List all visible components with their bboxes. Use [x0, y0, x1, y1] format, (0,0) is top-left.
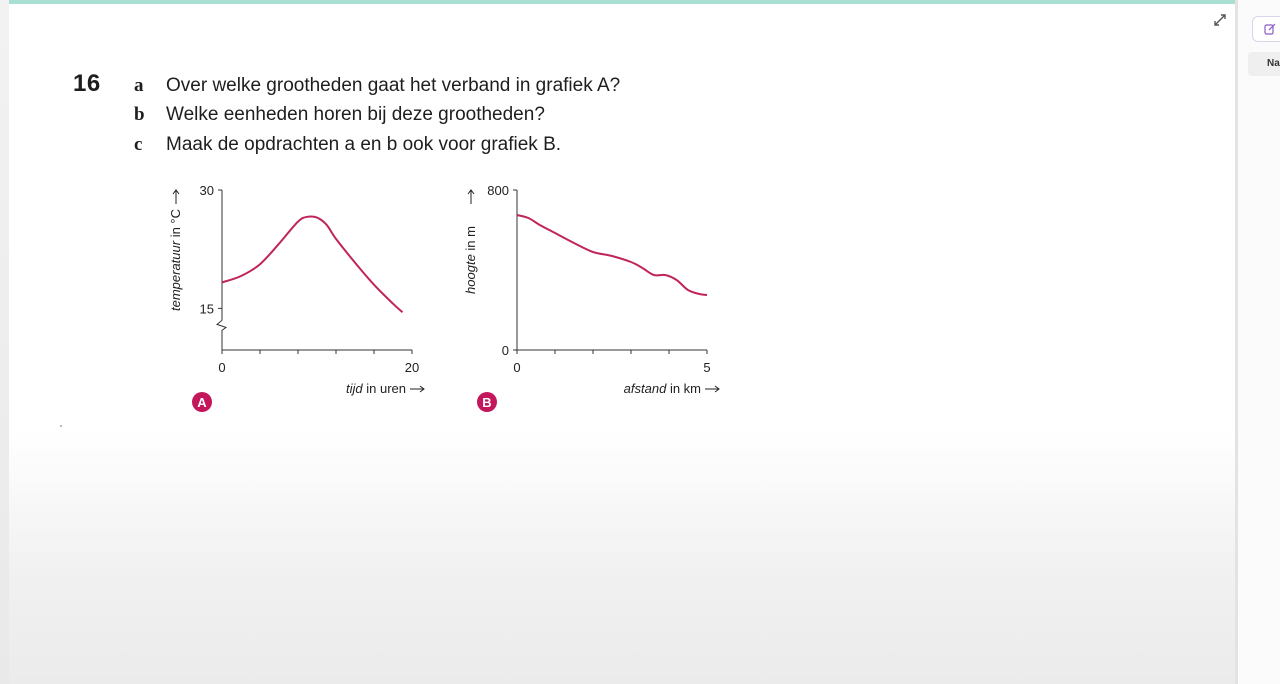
part-text: Maak de opdrachten a en b ook voor grafiek B. [166, 134, 562, 155]
left-window-edge [0, 0, 9, 684]
chart-a-axis-break [217, 320, 226, 350]
side-panel-chip[interactable]: Na [1248, 52, 1280, 76]
chart-b-x-axis-label: afstand in km [623, 381, 701, 396]
chart-a-y-axis-arrow [173, 190, 179, 204]
chart-b-x-axis-arrow [705, 386, 719, 392]
video-bottom-shade [9, 430, 1235, 684]
question-part-a [134, 75, 620, 97]
top-accent-bar [9, 0, 1235, 4]
side-panel [1238, 0, 1280, 684]
chart-b-x-tick-label: 0 [513, 360, 521, 375]
chart-b-y-axis-arrow [468, 190, 474, 204]
question-part-b [134, 104, 545, 126]
chart-a-x-tick-label: 0 [218, 360, 226, 375]
part-letter: a [134, 75, 144, 96]
chart-b-series-line [517, 215, 707, 295]
chart-b-y-axis-label: hoogte in m [463, 226, 478, 294]
chart-a-x-tick-label: 20 [404, 360, 420, 375]
graphs-figure [160, 175, 720, 430]
chart-a-y-axis-label: temperatuur in °C [168, 208, 183, 312]
chart-a-x-axis-arrow [410, 386, 424, 392]
chart-b-x-tick-label: 5 [703, 360, 711, 375]
part-text: Over welke grootheden gaat het verband in grafiek A? [166, 75, 621, 96]
chart-a-x-axis-label: tijd in uren [346, 381, 406, 396]
part-text: Welke eenheden horen bij deze grootheden? [166, 104, 545, 125]
graphs-svg [160, 175, 720, 425]
stray-mark [60, 425, 62, 427]
chart-b-y-tick-label: 0 [501, 343, 509, 358]
chart-b-y-tick-label: 800 [487, 183, 509, 198]
chart-b-marker-label: B [482, 395, 492, 410]
chart-a-marker-label: A [197, 395, 207, 410]
part-letter: b [134, 104, 145, 125]
edit-button[interactable] [1252, 16, 1280, 42]
part-letter: c [134, 134, 143, 155]
chart-a-y-tick-label: 30 [199, 183, 214, 198]
expand-icon[interactable] [1212, 12, 1228, 28]
chart-a-series-line [222, 216, 403, 312]
chart-a-y-tick-label: 15 [199, 301, 214, 317]
question-part-c [134, 134, 561, 156]
edit-icon [1264, 23, 1276, 35]
question-number: 16 [73, 70, 101, 97]
